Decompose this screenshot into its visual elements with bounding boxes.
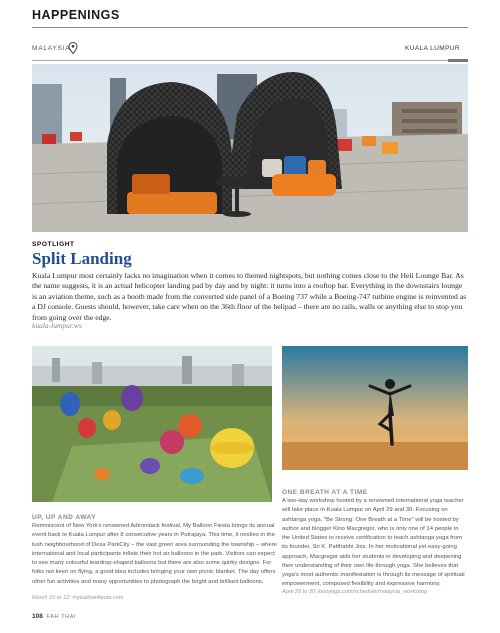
section-header-title: HAPPENINGS xyxy=(32,8,120,22)
balloon-article-details: March 10 to 12; myballoonfiesta.com xyxy=(32,595,124,601)
yoga-article-body: A two-day workshop hosted by a renowned international yoga teacher will take place in Kuala Lumpur on April 29 and 30. Focusing on ashtanga yoga, "Be Strong: One Breath at a Time" will be hosted by author and blogger Kino Macgregor, who is only one of 14 people in the United States to receive certification to teach ashtanga yoga from its founder, Sri K. Patthabhi Jois. In her motivational yet easy-going approach, Macgregor aids her students in developing and deepening their understanding of their own life through yoga. She believes that yoga's most authentic manifestation is through its message of spiritual empowerment, composed flexibility and expressive harmony. xyxy=(282,498,465,588)
spotlight-label: SPOTLIGHT xyxy=(32,241,75,248)
page-number: 108 xyxy=(32,613,43,620)
balloon-article-heading: UP, UP AND AWAY xyxy=(32,514,96,521)
yoga-article-heading: ONE BREATH AT A TIME xyxy=(282,489,368,496)
subheader-divider xyxy=(32,60,468,61)
article-body: Kuala Lumpur most certainly lacks no imagination when it comes to themed nightspots, but nothing comes close to the Heli Lounge Bar. As the name suggests, it is an actual helicopter landing pad by day and by night: it turns into a rooftop bar. Everything in the downstairs lounge is an aviation theme, such as a booth made from the converted side panel of a Boeing 737 while a Boeing-747 turbine engine is reinvented as a DJ console. Guests should, however, take care when on the 36th floor of the helipad – there are no rails, walls or anything else to stop you from going over the edge. xyxy=(32,271,467,322)
publication-name: FAH THAI xyxy=(46,614,77,620)
header-divider xyxy=(32,27,468,28)
divider-accent xyxy=(448,59,468,62)
article-url[interactable]: kuala-lumpur.ws xyxy=(32,321,82,330)
yoga-article-details: April 29 to 30; kinoyoga.com/schedule/malaysia_workshop xyxy=(282,589,428,595)
location-pin-icon xyxy=(68,42,78,54)
yoga-pose-photo xyxy=(282,346,468,470)
page-footer xyxy=(32,613,76,620)
balloon-article-body: Reminiscent of New York's renowned Adirondack festival, My Balloon Fiesta brings its annual event back to Kuala Lumpur after 8 consecutive years in Putrajaya. This time, it nestles in the lush neighbourhood of Desa ParkCity – the vast green area surrounding the township – where international and local participants inflate their hot air balloons in the park. Visitors can expect to see many colourful teardrop-shaped balloons but there are also some quirky designs. For folks not keen on flying, a good idea includes bringing your own picnic blanket. The day offers other fun activities and many opportunities to photograph the bright and brilliant balloons. xyxy=(32,523,277,585)
country-label: MALAYSIA xyxy=(32,45,71,52)
city-label: KUALA LUMPUR xyxy=(404,45,460,52)
balloon-festival-photo xyxy=(32,346,272,502)
rooftop-bar-photo xyxy=(32,64,468,232)
article-headline: Split Landing xyxy=(32,249,132,268)
